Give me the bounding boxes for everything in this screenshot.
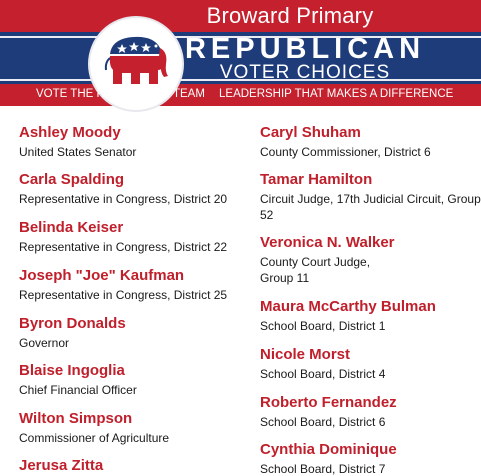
candidate-office: Representative in Congress, District 22 xyxy=(19,240,228,254)
candidate-entry xyxy=(19,219,247,255)
candidate-name: Carla Spalding xyxy=(19,171,125,188)
candidate-entry xyxy=(260,124,481,160)
candidate-name: Cynthia Dominique xyxy=(260,441,397,458)
candidate-office: Chief Financial Officer xyxy=(19,383,137,397)
candidate-name: Caryl Shuham xyxy=(260,124,361,141)
candidate-name: Tamar Hamilton xyxy=(260,171,373,188)
candidate-name: Ashley Moody xyxy=(19,124,121,141)
candidate-name: Wilton Simpson xyxy=(19,410,133,427)
candidate-name: Belinda Keiser xyxy=(19,219,124,236)
candidate-name: Maura McCarthy Bulman xyxy=(260,298,436,315)
candidate-office: School Board, District 6 xyxy=(260,415,386,429)
candidate-office: County Commissioner, District 6 xyxy=(260,145,431,159)
primary-title: Broward Primary xyxy=(206,3,374,28)
header-banner xyxy=(0,0,481,106)
candidate-office: Representative in Congress, District 25 xyxy=(19,288,228,302)
candidate-name: Byron Donalds xyxy=(19,315,126,332)
candidate-entry xyxy=(260,441,481,476)
candidate-name: Nicole Morst xyxy=(260,346,351,363)
candidate-name: Veronica N. Walker xyxy=(260,234,395,251)
candidate-office: Governor xyxy=(19,336,70,350)
candidate-office: School Board, District 4 xyxy=(260,367,386,381)
candidate-entry xyxy=(19,171,247,207)
candidate-name: Roberto Fernandez xyxy=(260,394,397,411)
candidate-entry xyxy=(260,298,481,334)
candidate-entry xyxy=(260,171,481,223)
tagline-left: VOTE THE REPUBLICAN TEAM xyxy=(36,88,205,100)
candidate-office: School Board, District 1 xyxy=(260,319,386,333)
candidate-name: Jerusa Zitta xyxy=(19,457,104,474)
party-title: REPUBLICAN xyxy=(184,33,426,65)
candidate-entry xyxy=(19,124,247,160)
candidate-entry xyxy=(19,315,247,351)
candidate-entry xyxy=(260,234,481,286)
candidate-name: Blaise Ingoglia xyxy=(19,362,125,379)
candidate-entry xyxy=(19,457,247,475)
candidate-office: School Board, District 7 xyxy=(260,462,386,476)
candidate-office: Representative in Congress, District 20 xyxy=(19,192,228,206)
candidate-entry xyxy=(19,362,247,398)
candidate-office: County Court Judge, Group 11 xyxy=(260,255,371,285)
candidate-office: United States Senator xyxy=(19,145,137,159)
candidate-office: Circuit Judge, 17th Judicial Circuit, Group 52 xyxy=(260,192,481,222)
subtitle: VOTER CHOICES xyxy=(219,62,391,83)
candidate-office: Commissioner of Agriculture xyxy=(19,431,170,445)
candidate-entry xyxy=(260,346,481,382)
candidate-entry xyxy=(260,394,481,430)
elephant-icon xyxy=(102,32,172,94)
candidate-entry xyxy=(19,410,247,446)
candidate-entry xyxy=(19,267,247,303)
candidate-name: Joseph "Joe" Kaufman xyxy=(19,267,185,284)
tagline-right: LEADERSHIP THAT MAKES A DIFFERENCE xyxy=(219,88,454,100)
